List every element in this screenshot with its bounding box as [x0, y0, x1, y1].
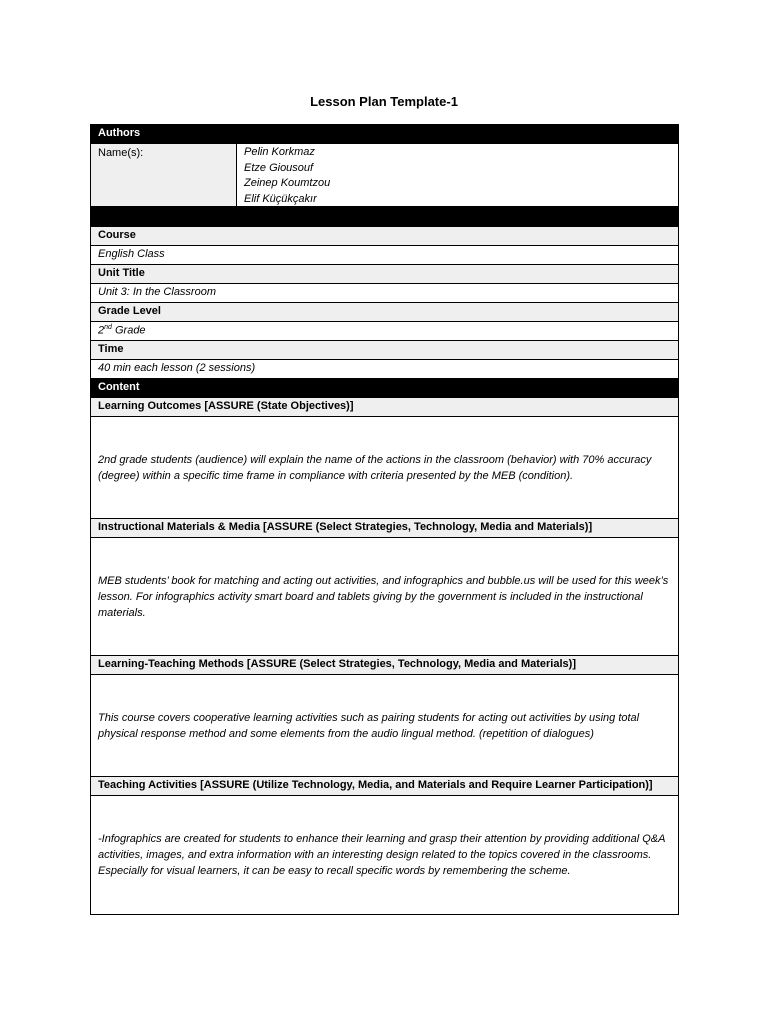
content-header: Content	[91, 379, 678, 398]
course-label: Course	[91, 227, 678, 246]
activities-assure: [ASSURE (Utilize Technology, Media, and Materials and Require Learner Participation)]	[200, 779, 653, 791]
names-list	[237, 144, 678, 206]
page-title: Lesson Plan Template-1	[310, 94, 458, 109]
grade-level-value	[91, 322, 678, 341]
lesson-plan-table	[90, 124, 679, 915]
time-value: 40 min each lesson (2 sessions)	[91, 360, 678, 379]
authors-names-row	[91, 144, 678, 207]
activities-header	[91, 777, 678, 796]
time-label: Time	[91, 341, 678, 360]
unit-title-label: Unit Title	[91, 265, 678, 284]
activities-label: Teaching Activities	[98, 779, 201, 791]
section-divider	[91, 207, 678, 227]
activities-text: -Infographics are created for students to enhance their learning and grasp their attention by providing additional Q&A activities, images, and extra information with an interesting design related to the topics covered in the classrooms. Especially for visual learners, it can be easy to recall specific words by remembering the scheme.	[98, 833, 666, 877]
names-label: Name(s):	[91, 144, 237, 206]
grade-level-label: Grade Level	[91, 303, 678, 322]
author-name: Pelin Korkmaz	[244, 146, 315, 158]
grade-number: 2	[98, 324, 105, 337]
author-name: Etze Giousouf	[244, 161, 314, 174]
grade-text: Grade	[111, 324, 146, 337]
authors-header: Authors	[91, 125, 678, 144]
grade-suffix: nd	[104, 324, 112, 331]
author-name: Zeinep Koumtzou	[244, 177, 331, 189]
unit-title-value: Unit 3: In the Classroom	[91, 284, 678, 303]
course-value: English Class	[91, 246, 678, 265]
materials-header	[91, 519, 678, 538]
learning-outcomes-assure: [ASSURE (State Objectives)]	[204, 400, 354, 412]
learning-outcomes-label: Learning Outcomes	[98, 400, 205, 412]
methods-assure: [ASSURE (Select Strategies, Technology, Media and Materials)]	[246, 658, 576, 670]
methods-label: Learning-Teaching Methods	[98, 658, 247, 670]
methods-text: This course covers cooperative learning activities such as pairing students for acting out activities by using total physical response method and some elements from the audio lingual method. (repetition of dialogues)	[91, 675, 678, 777]
author-name: Elif Küçükçakır	[244, 192, 317, 205]
materials-assure: [ASSURE (Select Strategies, Technology, Media and Materials)]	[263, 521, 593, 533]
materials-label: Instructional Materials & Media	[98, 521, 264, 533]
learning-outcomes-header	[91, 398, 678, 417]
methods-header	[91, 656, 678, 675]
materials-text: MEB students’ book for matching and acting out activities, and infographics and bubble.us will be used for this week’s lesson. For infographics activity smart board and tablets giving by the government is included in the instructional materials.	[91, 538, 678, 656]
learning-outcomes-text: 2nd grade students (audience) will explain the name of the actions in the classroom (behavior) with 70% accuracy (degree) within a specific time frame in compliance with criteria presented by the MEB (condition).	[91, 417, 678, 519]
